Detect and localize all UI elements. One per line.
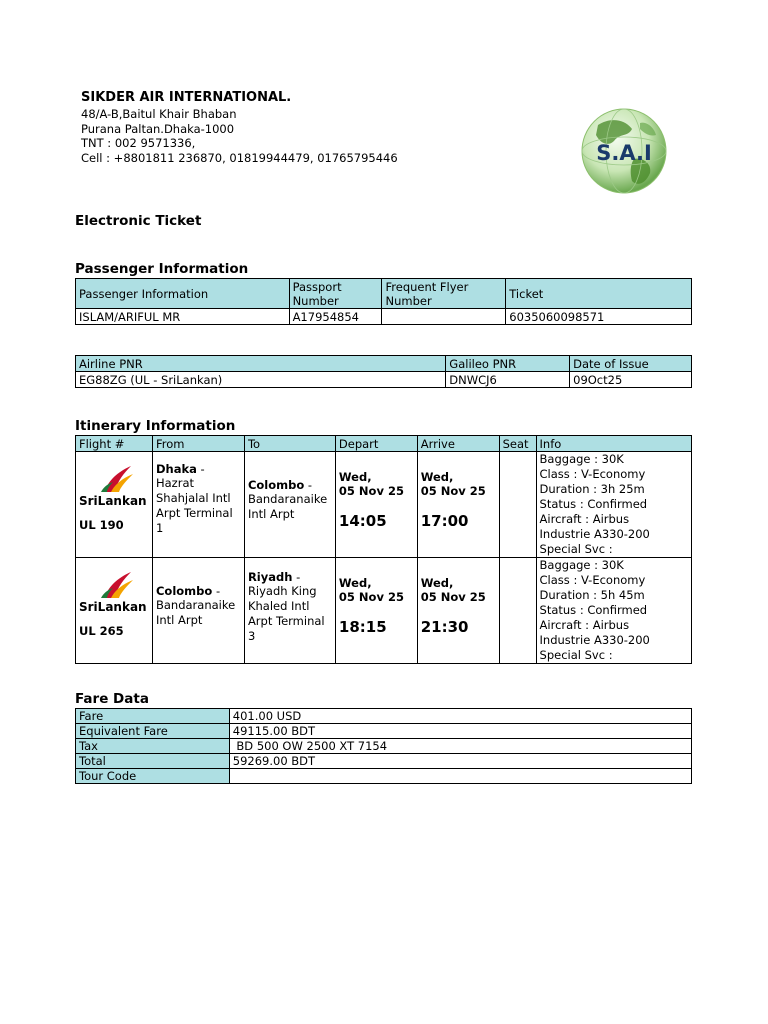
- arrive-cell: [417, 452, 499, 558]
- passenger-header-row: [76, 279, 692, 309]
- flight-row: [76, 452, 692, 558]
- info-baggage: Baggage : 30K: [539, 452, 624, 466]
- info-baggage: Baggage : 30K: [539, 558, 624, 572]
- info-status: Status : Confirmed: [539, 497, 648, 511]
- address-line-1: 48/A-B,Baitul Khair Bhaban: [81, 107, 237, 121]
- fare-row: [76, 709, 692, 724]
- document-title: Electronic Ticket: [75, 213, 202, 229]
- from-cell: Dhaka - Hazrat Shahjalal Intl Arpt Terminal 1: [152, 452, 244, 558]
- depart-cell: [335, 558, 417, 664]
- pnr-table: [75, 355, 692, 388]
- address-line-4: Cell : +8801811 236870, 01819944479, 01765795446: [81, 151, 398, 165]
- depart-day: Wed,: [338, 470, 372, 484]
- seat-cell: [499, 558, 536, 664]
- arrive-day: Wed,: [420, 470, 454, 484]
- srilankan-peacock-icon: [97, 464, 137, 494]
- info-status: Status : Confirmed: [539, 603, 648, 617]
- info-cell: [536, 558, 691, 664]
- passenger-row: [76, 309, 692, 325]
- to-airport: Riyadh King Khaled Intl Arpt Terminal 3: [247, 584, 325, 643]
- seat-cell: [499, 452, 536, 558]
- depart-time: 18:15: [338, 618, 387, 636]
- arrive-time: 17:00: [420, 512, 469, 530]
- fare-table: [75, 708, 692, 784]
- itin-header-flight: Flight #: [76, 436, 153, 452]
- from-airport: Bandaranaike Intl Arpt: [155, 598, 236, 627]
- info-special-svc: Special Svc :: [539, 648, 613, 662]
- passenger-header-ffn: Frequent Flyer Number: [382, 279, 506, 309]
- pnr-header-airline: Airline PNR: [76, 356, 446, 372]
- ticket-number: 6035060098571: [506, 309, 692, 325]
- info-class: Class : V-Economy: [539, 467, 646, 481]
- total-row: [76, 754, 692, 769]
- tax-row: [76, 739, 692, 754]
- to-cell: Colombo - Bandaranaike Intl Arpt: [244, 452, 335, 558]
- to-city: Colombo: [247, 478, 305, 492]
- info-class: Class : V-Economy: [539, 573, 646, 587]
- airline-name: SriLankan: [79, 600, 147, 614]
- passenger-name: ISLAM/ARIFUL MR: [76, 309, 290, 325]
- passport-number: A17954854: [289, 309, 382, 325]
- itin-header-from: From: [152, 436, 244, 452]
- frequent-flyer-number: [382, 309, 506, 325]
- itinerary-header-row: [76, 436, 692, 452]
- info-duration: Duration : 3h 25m: [539, 482, 645, 496]
- itinerary-section-title: Itinerary Information: [75, 418, 236, 434]
- info-aircraft: Aircraft : Airbus: [539, 512, 630, 526]
- equivalent-fare-value: 49115.00 BDT: [229, 724, 691, 739]
- depart-date: 05 Nov 25: [338, 590, 404, 604]
- total-label: Total: [76, 754, 230, 769]
- to-city: Riyadh: [247, 570, 293, 584]
- company-name: SIKDER AIR INTERNATIONAL.: [81, 90, 292, 105]
- itin-header-info: Info: [536, 436, 691, 452]
- from-city: Colombo: [155, 584, 213, 598]
- flight-cell: [76, 452, 153, 558]
- passenger-section-title: Passenger Information: [75, 261, 249, 277]
- airline-pnr: EG88ZG (UL - SriLankan): [76, 372, 446, 388]
- arrive-date: 05 Nov 25: [420, 484, 486, 498]
- passenger-header-ticket: Ticket: [506, 279, 692, 309]
- fare-section-title: Fare Data: [75, 691, 149, 707]
- arrive-time: 21:30: [420, 618, 469, 636]
- pnr-header-galileo: Galileo PNR: [446, 356, 570, 372]
- passenger-table: [75, 278, 692, 325]
- flight-number: UL 190: [79, 518, 124, 532]
- equivalent-fare-row: [76, 724, 692, 739]
- passenger-header-name: Passenger Information: [76, 279, 290, 309]
- srilankan-peacock-icon: [97, 570, 137, 600]
- itinerary-table: [75, 435, 692, 664]
- to-cell: Riyadh - Riyadh King Khaled Intl Arpt Terminal 3: [244, 558, 335, 664]
- company-logo: [580, 103, 668, 197]
- depart-cell: [335, 452, 417, 558]
- airline-name: SriLankan: [79, 494, 147, 508]
- flight-cell: [76, 558, 153, 664]
- itin-header-seat: Seat: [499, 436, 536, 452]
- itin-header-to: To: [244, 436, 335, 452]
- to-airport: Bandaranaike Intl Arpt: [247, 492, 328, 521]
- depart-time: 14:05: [338, 512, 387, 530]
- itin-header-arrive: Arrive: [417, 436, 499, 452]
- tax-value: BD 500 OW 2500 XT 7154: [229, 739, 691, 754]
- arrive-date: 05 Nov 25: [420, 590, 486, 604]
- info-aircraft-model: Industrie A330-200: [539, 633, 650, 647]
- arrive-day: Wed,: [420, 576, 454, 590]
- info-cell: [536, 452, 691, 558]
- itin-header-depart: Depart: [335, 436, 417, 452]
- tour-code-row: [76, 769, 692, 784]
- pnr-header-issue-date: Date of Issue: [570, 356, 692, 372]
- date-of-issue: 09Oct25: [570, 372, 692, 388]
- from-airport: Hazrat Shahjalal Intl Arpt Terminal 1: [155, 476, 233, 535]
- equivalent-fare-label: Equivalent Fare: [76, 724, 230, 739]
- pnr-row: [76, 372, 692, 388]
- info-aircraft: Aircraft : Airbus: [539, 618, 630, 632]
- info-aircraft-model: Industrie A330-200: [539, 527, 650, 541]
- from-city: Dhaka: [155, 462, 197, 476]
- depart-day: Wed,: [338, 576, 372, 590]
- passenger-header-passport: Passport Number: [289, 279, 382, 309]
- fare-value: 401.00 USD: [229, 709, 691, 724]
- address-line-2: Purana Paltan.Dhaka-1000: [81, 122, 235, 136]
- depart-date: 05 Nov 25: [338, 484, 404, 498]
- info-special-svc: Special Svc :: [539, 542, 613, 556]
- tour-code-label: Tour Code: [76, 769, 230, 784]
- address-line-3: TNT : 002 9571336,: [81, 136, 196, 150]
- total-value: 59269.00 BDT: [229, 754, 691, 769]
- fare-label: Fare: [76, 709, 230, 724]
- flight-row: [76, 558, 692, 664]
- flight-number: UL 265: [79, 624, 124, 638]
- arrive-cell: [417, 558, 499, 664]
- info-duration: Duration : 5h 45m: [539, 588, 645, 602]
- tour-code-value: [229, 769, 691, 784]
- pnr-header-row: [76, 356, 692, 372]
- logo-text: S.A.I: [596, 141, 652, 165]
- galileo-pnr: DNWCJ6: [446, 372, 570, 388]
- tax-label: Tax: [76, 739, 230, 754]
- from-cell: Colombo - Bandaranaike Intl Arpt: [152, 558, 244, 664]
